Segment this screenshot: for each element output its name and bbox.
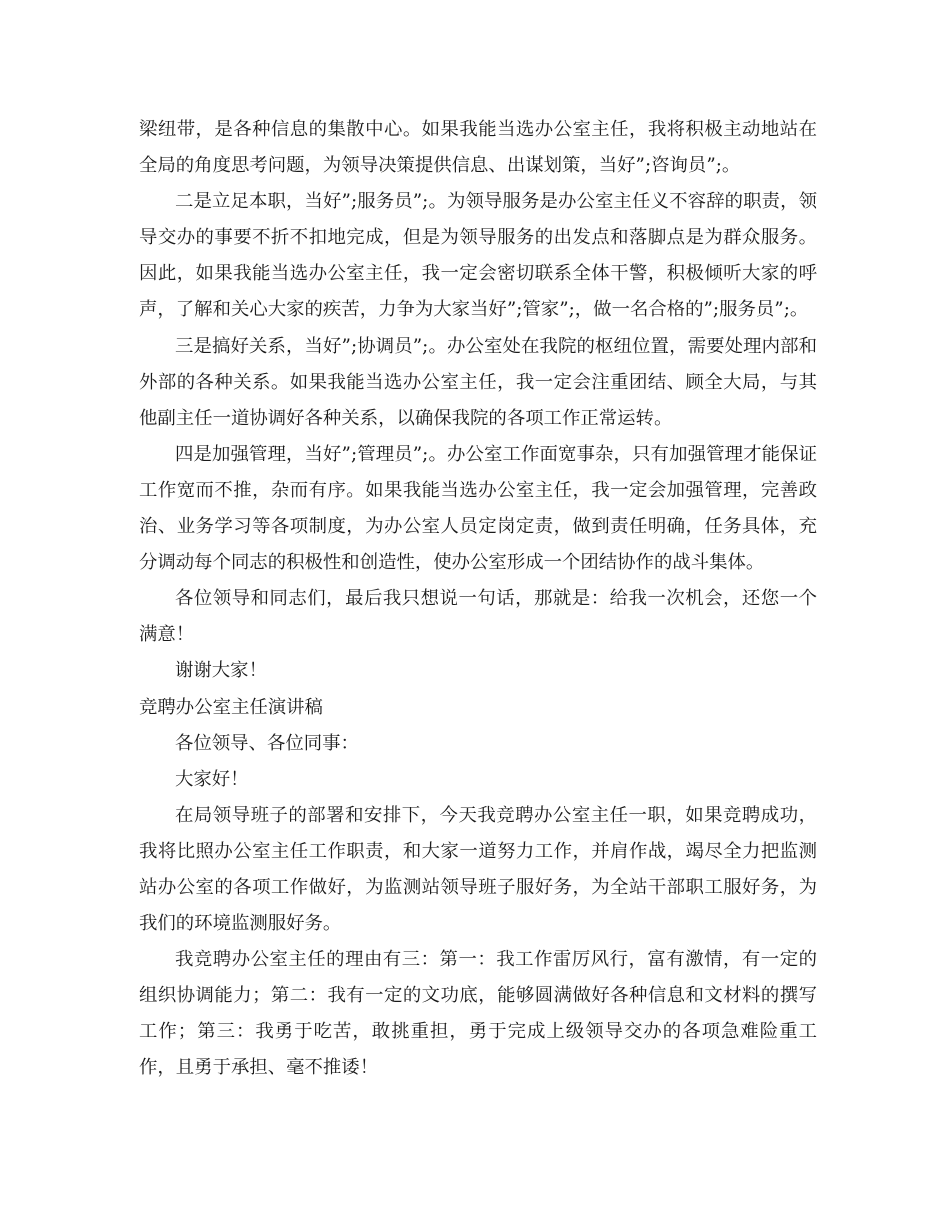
paragraph-management: 四是加强管理，当好”;管理员”;。办公室工作面宽事杂，只有加强管理才能保证工作宽而不推，杂而有序。如果我能当选办公室主任，我一定会加强管理，完善政治、业务学习等各项制度，为办公室人员定岗定责，做到责任明确，任务具体，充分调动每个同志的积极性和创造性，使办公室形成一个团结协作的战斗集体。 [139,443,817,574]
paragraph-intro: 在局领导班子的部署和安排下，今天我竞聘办公室主任一职，如果竞聘成功，我将比照办公室主任工作职责，和大家一道努力工作，并肩作战，竭尽全力把监测站办公室的各项工作做好，为监测站领导班子服好务，为全站干部职工服好务，为我们的环境监测服好务。 [139,804,817,935]
greeting: 大家好！ [175,768,249,790]
section-title: 竞聘办公室主任演讲稿 [139,696,323,718]
paragraph-thanks: 谢谢大家！ [175,660,267,682]
salutation: 各位领导、各位同事： [175,732,359,754]
document-body [139,112,817,1087]
paragraph-closing: 各位领导和同志们，最后我只想说一句话，那就是：给我一次机会，还您一个满意！ [139,588,817,646]
paragraph-coordination: 三是搞好关系，当好”;协调员”;。办公室处在我院的枢纽位置，需要处理内部和外部的各种关系。如果我能当选办公室主任，我一定会注重团结、顾全大局，与其他副主任一道协调好各种关系，以确保我院的各项工作正常运转。 [139,335,817,429]
paragraph-reasons: 我竞聘办公室主任的理由有三：第一：我工作雷厉风行，富有激情，有一定的组织协调能力；第二：我有一定的文功底，能够圆满做好各种信息和文材料的撰写工作；第三：我勇于吃苦，敢挑重担，勇于完成上级领导交办的各项急难险重工作，且勇于承担、毫不推诿！ [139,949,817,1079]
paragraph-continuation: 梁纽带，是各种信息的集散中心。如果我能当选办公室主任，我将积极主动地站在全局的角度思考问题，为领导决策提供信息、出谋划策，当好”;咨询员”;。 [139,119,817,177]
paragraph-service: 二是立足本职，当好”;服务员”;。为领导服务是办公室主任义不容辞的职责，领导交办的事要不折不扣地完成，但是为领导服务的出发点和落脚点是为群众服务。因此，如果我能当选办公室主任，我一定会密切联系全体干警，积极倾听大家的呼声，了解和关心大家的疾苦，力争为大家当好”;管家”;，做一名合格的”;服务员”;。 [139,191,817,321]
